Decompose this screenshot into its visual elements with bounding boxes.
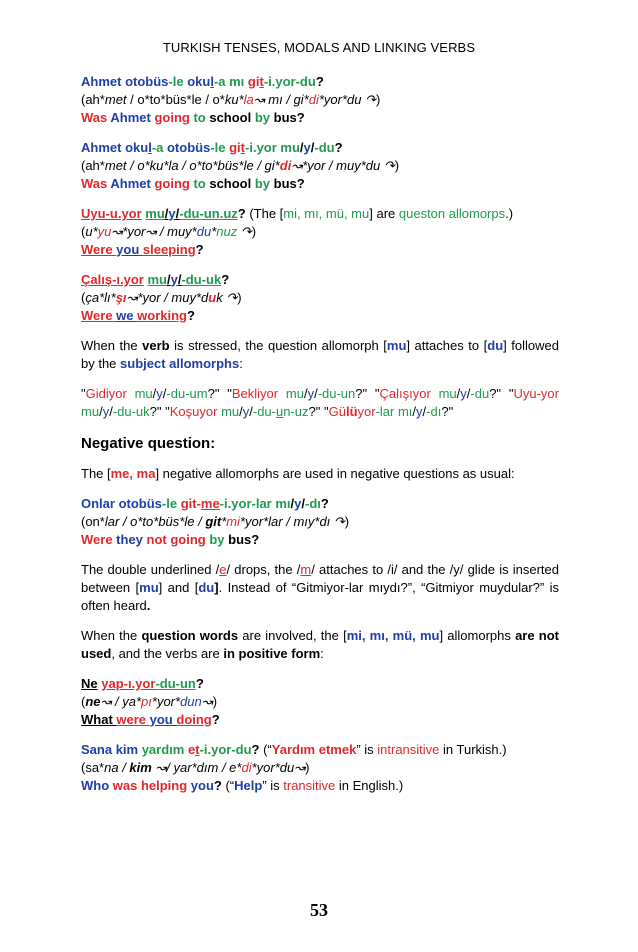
text-run: ↝*yor / muy*du ↷ — [291, 158, 395, 173]
text-run: Yardım etmek — [271, 742, 357, 757]
text-run: school — [209, 110, 255, 125]
text-run: du — [196, 224, 212, 239]
text-run: yu — [97, 224, 112, 239]
text-run: ↝*yor / muy*d — [126, 290, 209, 305]
spacer — [81, 729, 559, 741]
text-run: in positive form — [223, 646, 321, 661]
text-run: doing — [176, 712, 212, 727]
text-run: mi — [226, 514, 240, 529]
text-run: u — [276, 404, 284, 419]
text-run: Ahmet — [81, 140, 126, 155]
text-run: -i.yor — [245, 140, 281, 155]
text-run: ] attaches to [ — [406, 338, 488, 353]
text-run: . Instead of “Gitmiyor-lar mıydı?”, “Gitmiyor muydular?” is often heard — [81, 580, 559, 613]
text-run: -du-uk — [112, 404, 150, 419]
text-run: ?" " — [149, 404, 170, 419]
text-run: -i.yor-du — [199, 742, 252, 757]
text-run: -le — [168, 74, 188, 89]
text-run: When the — [81, 338, 143, 353]
spacer — [81, 259, 559, 271]
text-run: ? — [195, 242, 204, 257]
text-run: y — [156, 386, 163, 401]
text-line — [81, 223, 559, 241]
text-run: ? — [320, 496, 329, 511]
spacer — [81, 421, 559, 435]
text-line — [81, 531, 559, 549]
text-run: ? — [237, 206, 250, 221]
text-line — [81, 465, 559, 483]
text-run: m — [300, 562, 312, 577]
text-line — [81, 205, 559, 223]
text-run: / — [249, 404, 253, 419]
text-run: mu — [139, 580, 159, 595]
text-run: Sana — [81, 742, 116, 757]
text-run: y — [242, 404, 250, 419]
text-run: / — [310, 140, 315, 155]
spacer — [81, 663, 559, 675]
text-run: Bekliyor — [231, 386, 286, 401]
text-line — [81, 91, 559, 109]
text-line — [81, 693, 559, 711]
text-run: e — [219, 562, 227, 577]
text-run: *yor*du↝ — [251, 760, 306, 775]
text-run: -du-uk — [181, 272, 222, 287]
text-run: / — [314, 386, 318, 401]
text-run: Was — [81, 176, 111, 191]
text-run: mu — [81, 404, 100, 419]
text-run: oku — [125, 140, 149, 155]
text-run: ? — [186, 308, 195, 323]
text-run: pı — [141, 694, 152, 709]
text-run: ? — [334, 140, 343, 155]
spacer — [81, 615, 559, 627]
text-run: me — [200, 496, 220, 511]
text-run: / — [301, 496, 305, 511]
text-run: e — [187, 742, 196, 757]
text-run: Ne — [81, 676, 98, 691]
text-run: lü — [345, 404, 358, 419]
text-run: Çalışıyor — [379, 386, 439, 401]
text-run: -lar mı — [375, 404, 413, 419]
text-run: : — [320, 646, 324, 661]
text-run: Koşuyor — [169, 404, 222, 419]
text-run: mı — [275, 496, 291, 511]
text-run: me, ma — [110, 466, 156, 481]
text-run: otobüs — [166, 140, 211, 155]
text-run: working — [137, 308, 187, 323]
text-run: l — [148, 140, 152, 155]
text-run: l — [210, 74, 214, 89]
text-run: u — [208, 290, 217, 305]
text-run: yap-ı.yor — [101, 676, 156, 691]
text-run: sleeping — [142, 242, 196, 257]
text-run: y — [416, 404, 423, 419]
text-run: ] — [214, 580, 219, 595]
text-run: -dı — [305, 496, 321, 511]
text-run: " — [81, 386, 86, 401]
text-run: di — [279, 158, 292, 173]
text-run: -le — [161, 496, 181, 511]
text-run: Uyu-u.yor — [81, 206, 142, 221]
text-run: / — [456, 386, 461, 401]
text-run: * — [221, 514, 227, 529]
text-run: , and the verbs are — [111, 646, 224, 661]
text-run: -du-un — [155, 676, 196, 691]
text-run: yardım — [141, 742, 188, 757]
text-run: nuz — [216, 224, 238, 239]
page-body — [81, 73, 559, 795]
text-run: ça*lı* — [85, 290, 116, 305]
text-run: -du-un.uz — [179, 206, 238, 221]
text-run: (“ — [263, 742, 272, 757]
text-line — [81, 241, 559, 259]
spacer — [81, 483, 559, 495]
text-run: transitive — [283, 778, 336, 793]
text-run: bus? — [228, 532, 260, 547]
text-run: ? — [221, 272, 230, 287]
text-run: / — [412, 404, 417, 419]
text-run: ” is — [262, 778, 284, 793]
text-run: ? — [195, 676, 204, 691]
text-run: t — [240, 140, 246, 155]
text-run: verb — [142, 338, 170, 353]
text-run: mi, mı, mü, mu — [346, 628, 440, 643]
text-run: di — [241, 760, 252, 775]
text-run: ↝ — [201, 694, 213, 709]
text-line — [81, 73, 559, 91]
text-run: .) — [505, 206, 514, 221]
text-run: was helping — [112, 778, 191, 793]
text-run: What — [81, 712, 117, 727]
spacer — [81, 127, 559, 139]
text-run: yor — [357, 404, 376, 419]
text-run: -du- — [252, 404, 276, 419]
text-run: -i.yor-du — [263, 74, 316, 89]
text-run: la — [243, 92, 254, 107]
text-run: *yor*du ↷ — [318, 92, 377, 107]
text-run: / — [177, 272, 182, 287]
text-run: we — [116, 308, 138, 323]
text-run: *yor* — [151, 694, 181, 709]
text-line — [81, 271, 559, 289]
text-run: ?" " — [308, 404, 329, 419]
text-run: / drops, the / — [226, 562, 301, 577]
text-run: ) — [376, 92, 381, 107]
text-run: subject allomorphs — [120, 356, 240, 371]
text-run: they — [116, 532, 147, 547]
text-run: Who — [81, 778, 113, 793]
text-run: du — [487, 338, 504, 353]
text-run: ?" — [441, 404, 454, 419]
text-line — [81, 289, 559, 307]
text-run: Was — [81, 110, 111, 125]
text-run: mi, mı, mü, mu — [283, 206, 370, 221]
text-run: *yor*lar / mıy*dı ↷ — [239, 514, 345, 529]
text-run: -du-um — [166, 386, 208, 401]
text-line — [81, 675, 559, 693]
text-run: mu — [285, 386, 304, 401]
text-run: met / o*ku*la / o*to*büs*le / gi* — [104, 158, 280, 173]
text-run: / — [109, 404, 113, 419]
text-run: y — [303, 140, 311, 155]
text-line — [81, 627, 559, 663]
text-run: question words — [141, 628, 239, 643]
text-run: ] negative allomorphs are used in negative questions as usual: — [155, 466, 515, 481]
text-line — [81, 759, 559, 777]
text-run: otobüs — [125, 74, 169, 89]
text-run: kim — [115, 742, 142, 757]
text-run: k ↷ — [216, 290, 238, 305]
text-run: When the — [81, 628, 142, 643]
text-run: du — [198, 580, 215, 595]
text-run: n-uz — [283, 404, 309, 419]
text-run: you — [116, 242, 143, 257]
text-run: t — [195, 742, 200, 757]
text-run: ) — [394, 158, 400, 173]
text-run: ↝ / ya* — [100, 694, 142, 709]
text-line — [81, 777, 559, 795]
text-line — [81, 711, 559, 729]
text-run: The [ — [81, 466, 111, 481]
spacer — [81, 325, 559, 337]
text-run: mu — [221, 404, 240, 419]
text-run: ] followed by the — [81, 338, 559, 371]
text-run: ) — [344, 514, 350, 529]
text-run: / — [239, 404, 243, 419]
text-run: şı — [115, 290, 127, 305]
text-line — [81, 741, 559, 759]
text-run: Were — [81, 532, 117, 547]
text-run: : — [239, 356, 243, 371]
text-run: u* — [85, 224, 98, 239]
text-line — [81, 157, 559, 175]
text-run: * — [211, 224, 217, 239]
text-run: -a — [213, 74, 230, 89]
text-run: ne — [85, 694, 101, 709]
text-run: na / — [104, 760, 130, 775]
text-run: git- — [180, 496, 201, 511]
text-run: ) — [305, 760, 310, 775]
text-line — [81, 139, 559, 157]
text-run: git — [205, 514, 222, 529]
text-line — [81, 307, 559, 325]
text-run: -le — [210, 140, 230, 155]
text-line — [81, 513, 559, 531]
running-header: TURKISH TENSES, MODALS AND LINKING VERBS — [162, 40, 476, 55]
text-run: school — [209, 176, 255, 191]
text-run: / attaches to /i/ and the /y/ glide is inserted between [ — [81, 562, 559, 595]
text-run: Negative question: — [81, 435, 216, 452]
text-run: Were — [81, 308, 117, 323]
text-run: mu — [438, 386, 457, 401]
text-run: y — [170, 272, 178, 287]
text-run: ↷ — [237, 224, 252, 239]
text-run: (ah* — [81, 92, 105, 107]
text-run: going — [154, 176, 194, 191]
text-run: / — [164, 206, 169, 221]
text-run: y — [460, 386, 467, 401]
text-line — [81, 385, 559, 421]
text-run: ] allomorphs — [439, 628, 516, 643]
text-run: mu — [147, 272, 167, 287]
text-run: ? — [315, 74, 324, 89]
text-line — [81, 495, 559, 513]
text-run: ↝ mı / gi* — [253, 92, 309, 107]
text-run: ) — [237, 290, 242, 305]
text-run: dun — [180, 694, 202, 709]
text-line — [81, 561, 559, 615]
text-run: ) — [251, 224, 257, 239]
spacer — [81, 549, 559, 561]
text-run: you — [149, 712, 177, 727]
text-run: (sa* — [81, 760, 105, 775]
text-run: oku — [187, 74, 211, 89]
text-run: ] and [ — [158, 580, 199, 595]
text-run: Were — [81, 242, 117, 257]
text-run: mu — [145, 206, 165, 221]
text-line — [81, 337, 559, 373]
text-run: ( — [81, 694, 86, 709]
text-run: Gü — [328, 404, 346, 419]
text-run: not going — [146, 532, 210, 547]
text-run: ? — [211, 712, 220, 727]
text-run: (ah* — [81, 158, 105, 173]
text-run: y — [307, 386, 315, 401]
text-run: / — [290, 496, 295, 511]
text-run: are not used — [81, 628, 560, 661]
section-heading — [81, 435, 559, 453]
text-run: / — [166, 272, 171, 287]
text-run: Ahmet — [81, 74, 126, 89]
text-run: in Turkish.) — [439, 742, 507, 757]
text-line — [81, 109, 559, 127]
text-run: otobüs — [118, 496, 162, 511]
spacer — [81, 453, 559, 465]
text-run: ? — [251, 742, 264, 757]
text-run: by — [254, 176, 274, 191]
text-run: (The [ — [249, 206, 284, 221]
text-run: by — [209, 532, 229, 547]
text-run: -i.yor-lar — [219, 496, 276, 511]
text-run: y — [168, 206, 176, 221]
text-run: -du — [314, 140, 335, 155]
text-run: / — [303, 386, 308, 401]
text-run: mu — [280, 140, 300, 155]
text-run: mu — [386, 338, 407, 353]
text-run: ?" " — [207, 386, 232, 401]
text-run: by — [254, 110, 274, 125]
text-run: is stressed, the question allomorph [ — [169, 338, 387, 353]
text-run: met — [104, 92, 131, 107]
text-run: mı — [229, 74, 248, 89]
text-run: y — [294, 496, 302, 511]
text-run: / — [152, 386, 157, 401]
text-run: / — [422, 404, 427, 419]
text-run: lar / o*to*büs*le / — [104, 514, 206, 529]
text-run: Ahmet — [110, 176, 155, 191]
text-run: in English.) — [335, 778, 404, 793]
text-line — [81, 175, 559, 193]
text-run: Gidiyor — [85, 386, 135, 401]
text-run: . — [146, 598, 151, 613]
spacer — [81, 193, 559, 205]
text-run: mu — [134, 386, 153, 401]
text-run: ” is — [356, 742, 378, 757]
text-run: -a — [151, 140, 167, 155]
text-run: gi — [247, 74, 260, 89]
text-run: Ahmet — [110, 110, 155, 125]
text-run: are involved, the [ — [238, 628, 347, 643]
text-run: Help — [234, 778, 263, 793]
text-run: y — [102, 404, 110, 419]
text-run: ) — [212, 694, 218, 709]
text-run: going — [154, 110, 194, 125]
text-run: ?" " — [355, 386, 380, 401]
text-run: to — [193, 176, 210, 191]
text-run: ku* — [224, 92, 244, 107]
text-run: were — [116, 712, 150, 727]
text-run: bus? — [273, 176, 305, 191]
text-run: (“ — [225, 778, 235, 793]
text-run: to — [193, 110, 210, 125]
text-run: -dı — [426, 404, 442, 419]
text-run: Çalış-ı.yor — [81, 272, 144, 287]
text-run: ( — [81, 290, 86, 305]
text-run: di — [308, 92, 319, 107]
text-run: / o*to*büs*le / o* — [130, 92, 225, 107]
text-run: / — [175, 206, 180, 221]
text-run: you — [190, 778, 214, 793]
text-run: kim — [129, 760, 152, 775]
text-run: / — [162, 386, 167, 401]
text-run: gi — [229, 140, 241, 155]
text-run: ] are — [369, 206, 399, 221]
text-run: (on* — [81, 514, 105, 529]
text-run: / — [299, 140, 304, 155]
text-run: ( — [81, 224, 86, 239]
text-run: intransitive — [377, 742, 440, 757]
text-run: The double underlined / — [81, 562, 220, 577]
text-run: / — [99, 404, 103, 419]
text-run: bus? — [273, 110, 305, 125]
text-run: ? — [213, 778, 226, 793]
text-run: ↝*yor↝ / muy* — [111, 224, 197, 239]
text-run: -du — [470, 386, 490, 401]
text-run: ↝/ yar*dım / e* — [151, 760, 242, 775]
text-run: t — [259, 74, 264, 89]
spacer — [81, 373, 559, 385]
text-run: queston allomorps — [398, 206, 506, 221]
text-run: -du-un — [317, 386, 356, 401]
text-run: / — [466, 386, 471, 401]
text-run: Onlar — [81, 496, 119, 511]
page-number: 53 — [310, 900, 328, 920]
text-run: ?" " — [489, 386, 514, 401]
text-run: Uyu-yor — [513, 386, 559, 401]
